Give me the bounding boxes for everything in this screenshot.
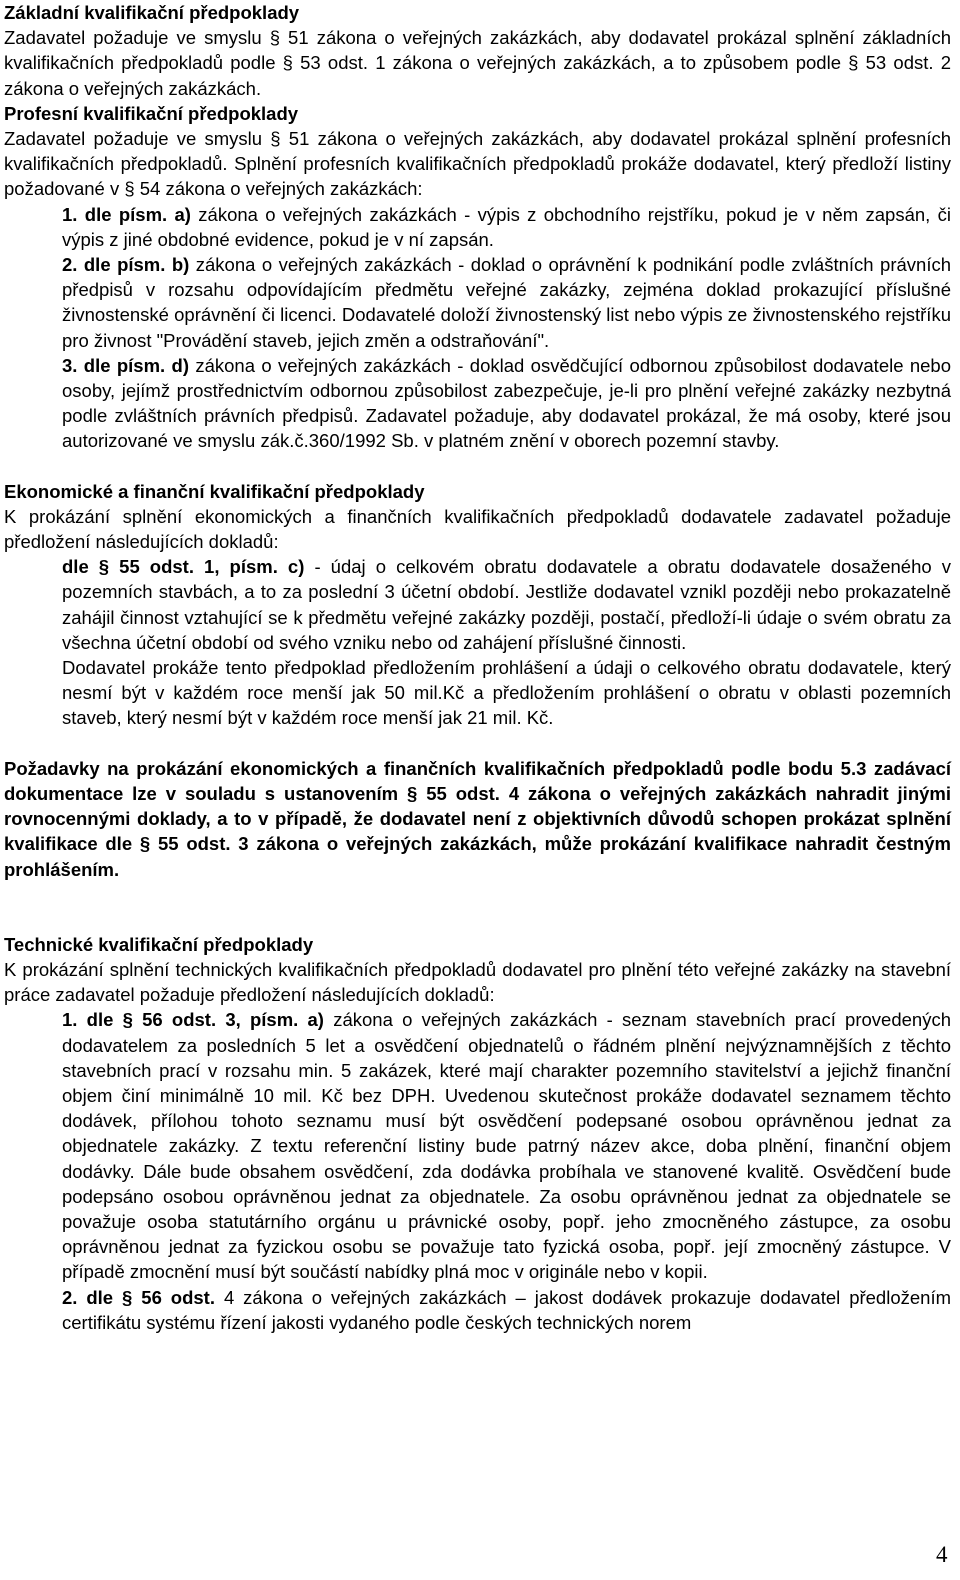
section-text-technical: K prokázání splnění technických kvalifikačních předpokladů dodavatel pro plnění této veřejné zakázky na stavební práce zadavatel požaduje předložení následujících dokladů: bbox=[4, 958, 951, 1006]
list-item bbox=[4, 1007, 951, 1284]
list-item bbox=[4, 252, 951, 353]
section-heading-professional: Profesní kvalifikační předpoklady bbox=[4, 102, 299, 124]
list-item-text: 4 zákona o veřejných zakázkách – jakost dodávek prokazuje dodavatel předložením certifikátu systému řízení jakosti vydaného podle českých technických norem bbox=[62, 1286, 951, 1333]
list-item bbox=[4, 554, 951, 655]
list-item-text: - údaj o celkovém obratu dodavatele a obratu dodavatele dosaženého v pozemních stavbách, a to za poslední 3 účetní období. Jestliže dodavatel vznikl později nebo prokazatelně zahájil činnost vztahující se k předmětu veřejné zakázky později, postačí, předloží-li údaje o svém obratu za všechna účetní období od svého vzniku nebo od zahájení příslušné činnosti. bbox=[62, 556, 951, 653]
spacer bbox=[4, 454, 951, 479]
list-item bbox=[4, 202, 951, 252]
spacer bbox=[4, 882, 951, 932]
list-item-text: zákona o veřejných zakázkách - výpis z obchodního rejstříku, pokud je v něm zapsán, či výpis z jiné obdobné evidence, pokud je v ní zapsán. bbox=[62, 203, 951, 250]
list-item-lead: 1. dle § 56 odst. 3, písm. a) bbox=[62, 1009, 324, 1031]
list-item-lead: 1. dle písm. a) bbox=[62, 203, 191, 225]
section-heading-basic: Základní kvalifikační předpoklady bbox=[4, 2, 300, 23]
list-item-continuation: Dodavatel prokáže tento předpoklad předložením prohlášení a údaji o celkového obratu dodavatele, který nesmí být v každém roce menší jak 50 mil.Kč a předložením prohlášení o obratu v oblasti pozemních staveb, který nesmí být v každém roce menší jak 21 mil. Kč. bbox=[62, 657, 951, 729]
list-item-text: zákona o veřejných zakázkách - seznam stavebních prací provedených dodavatelem za posledních 5 let a osvědčení objednatelů o řádném plnění nejvýznamnějších z těchto stavebních prací v rozsahu min. 5 zakázek, které mají charakter pozemního stavitelství a jejichž finanční objem činí minimálně 10 mil. Kč bez DPH. Uvedenou skutečnost prokáže dodavatel seznamem těchto dodávek, přílohou tohoto seznamu musí být osvědčení podepsané osobou oprávněnou jednat za objednatele zakázky. Z textu referenční listiny bude patrný název akce, doba plnění, finanční objem dodávky. Dále bude obsahem osvědčení, zda dodávka probíhala ve stanovené kvalitě. Osvědčení bude podepsáno osobou oprávněnou jednat za objednatele. Za osobu oprávněnou jednat za objednatele se považuje osoba statutárního orgánu u právnické osoby, popř. jeho zmocněného zástupce, za osobu oprávněnou jednat za fyzickou osobu se považuje tato fyzická osoba, popř. její zmocněný zástupce. V případě zmocnění musí být součástí nabídky plná moc v originále nebo v kopii. bbox=[62, 1009, 951, 1283]
section-text-economic: K prokázání splnění ekonomických a finančních kvalifikačních předpokladů dodavatele zadavatel požaduje předložení následujících dokladů: bbox=[4, 505, 951, 553]
list-item-lead: dle § 55 odst. 1, písm. c) bbox=[62, 556, 305, 578]
spacer bbox=[4, 731, 951, 756]
list-item-text: zákona o veřejných zakázkách - doklad o oprávnění k podnikání podle zvláštních právních předpisů v rozsahu odpovídajícím předmětu veřejné zakázky, zejména doklad prokazující příslušné živnostenské oprávnění či licenci. Dodavatelé doloží živnostenský list nebo výpis ze živnostenského rejstříku pro živnost "Provádění staveb, jejich změn a odstraňování". bbox=[62, 254, 951, 351]
document-page bbox=[4, 0, 951, 1335]
section-text-professional: Zadavatel požaduje ve smyslu § 51 zákona o veřejných zakázkách, aby dodavatel prokázal splnění profesních kvalifikačních předpokladů. Splnění profesních kvalifikačních předpokladů prokáže dodavatel, který předloží listiny požadované v § 54 zákona o veřejných zakázkách: bbox=[4, 128, 951, 200]
page-number: 4 bbox=[936, 1542, 948, 1567]
list-item-text: zákona o veřejných zakázkách - doklad osvědčující odbornou způsobilost dodavatele nebo osoby, jejímž prostřednictvím odbornou způsobilost zabezpečuje, je-li pro plnění veřejné zakázky nezbytná podle zvláštních právních předpisů. Zadavatel požaduje, aby dodavatel prokázal, že má osoby, které jsou autorizované ve smyslu zák.č.360/1992 Sb. v platném znění v oborech pozemní stavby. bbox=[62, 354, 952, 452]
list-item-lead: 3. dle písm. d) bbox=[62, 354, 189, 376]
section-text-economic-alternatives: Požadavky na prokázání ekonomických a finančních kvalifikačních předpokladů podle bodu 5.3 zadávací dokumentace lze v souladu s ustanovením § 55 odst. 4 zákona o veřejných zakázkách nahradit jinými rovnocennými doklady, a to v případě, že dodavatel není z objektivních důvodů schopen prokázat splnění kvalifikace dle § 55 odst. 3 zákona o veřejných zakázkách, může prokázání kvalifikace nahradit čestným prohlášením. bbox=[4, 757, 951, 880]
section-heading-technical: Technické kvalifikační předpoklady bbox=[4, 933, 314, 955]
list-item-lead: 2. dle § 56 odst. bbox=[62, 1286, 215, 1308]
list-item-lead: 2. dle písm. b) bbox=[62, 254, 190, 276]
list-item bbox=[4, 1285, 951, 1335]
section-text-basic: Zadavatel požaduje ve smyslu § 51 zákona o veřejných zakázkách, aby dodavatel prokázal splnění základních kvalifikačních předpokladů podle § 53 odst. 1 zákona o veřejných zakázkách, a to způsobem podle § 53 odst. 2 zákona o veřejných zakázkách. bbox=[4, 27, 951, 99]
section-heading-economic: Ekonomické a finanční kvalifikační předpoklady bbox=[4, 480, 425, 502]
list-item bbox=[4, 353, 951, 454]
